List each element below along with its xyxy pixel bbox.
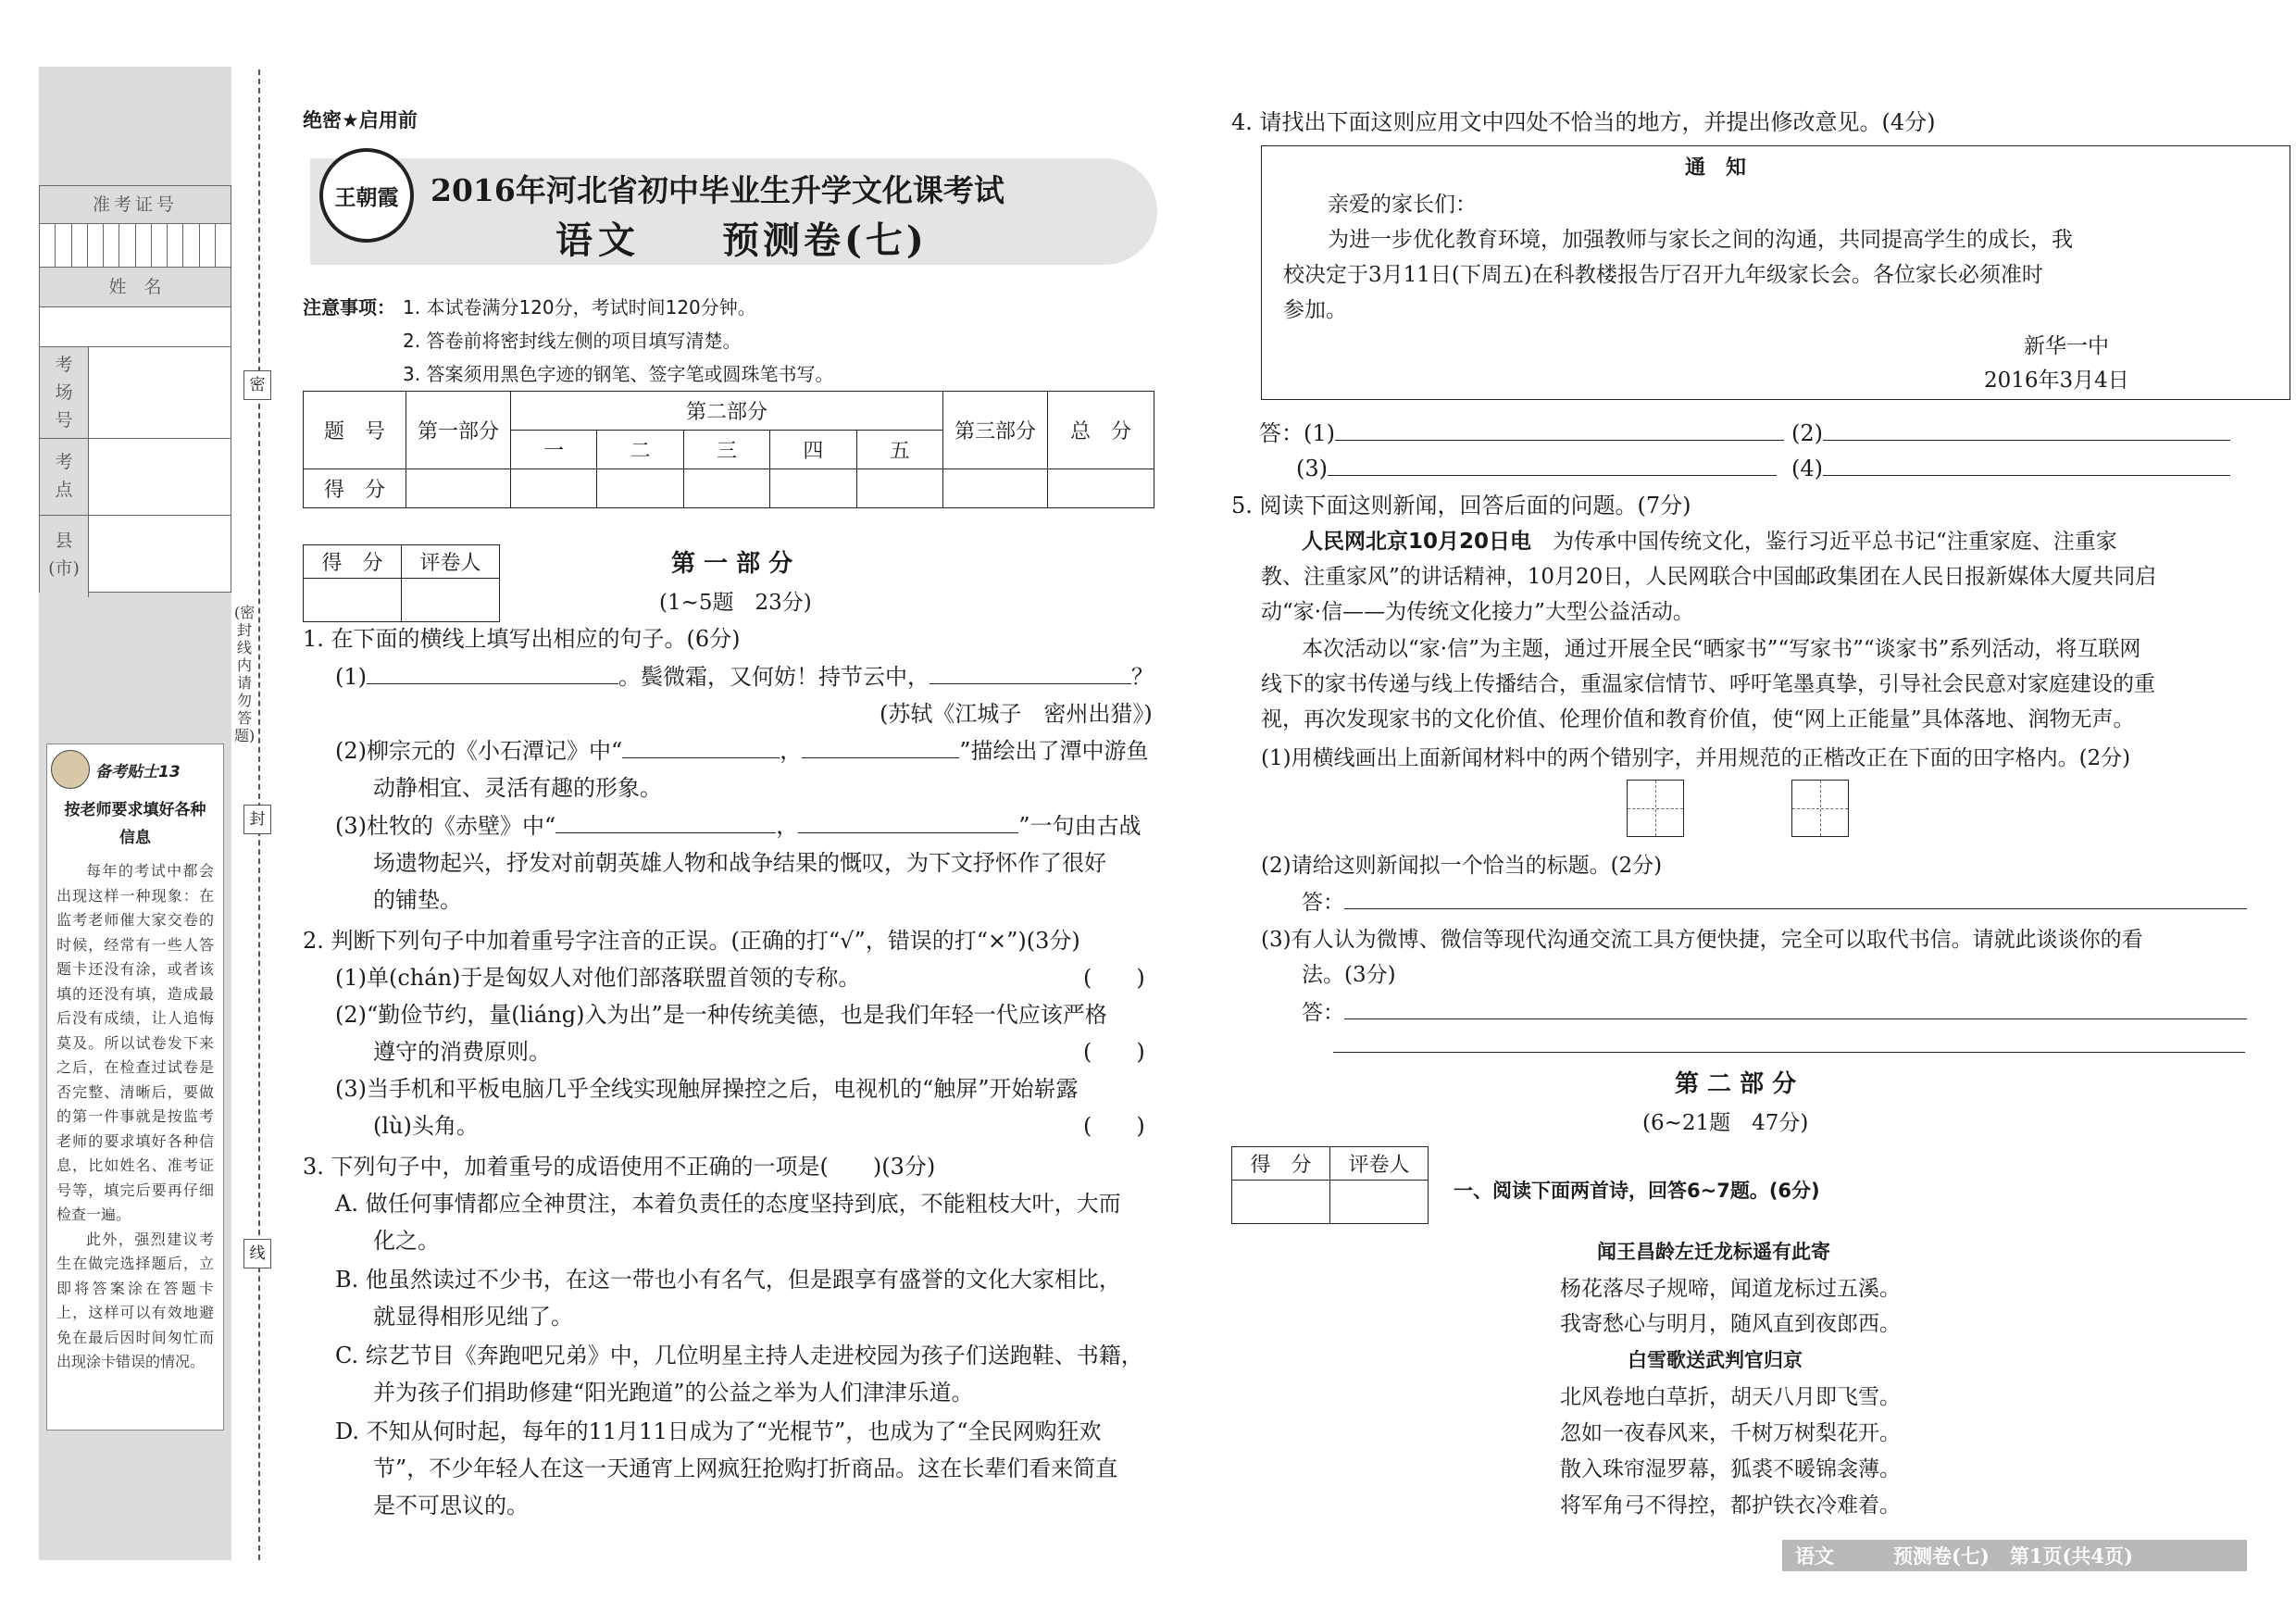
note-2: 2. 答卷前将密封线左侧的项目填写清楚。	[403, 330, 742, 352]
q4-answer-1: 答：(1)	[1259, 415, 1784, 452]
name-field[interactable]	[40, 306, 231, 346]
notice-greeting: 亲爱的家长们：	[1328, 193, 1477, 217]
q3-option-a-cont: 化之。	[373, 1228, 440, 1254]
part2-section-1: 一、阅读下面两首诗，回答6~7题。(6分)	[1454, 1180, 1820, 1202]
poem-1-line-2: 我寄愁心与明月，随风直到夜郎西。	[1560, 1312, 1901, 1336]
part2-sub-3: 三	[683, 431, 769, 469]
q3-option-c: C. 综艺节目《奔跑吧兄弟》中，几位明星主持人走进校园为孩子们送跑鞋、书籍，	[335, 1343, 1143, 1368]
q3-stem: 3. 下列句子中，加着重号的成语使用不正确的一项是( )(3分)	[303, 1154, 936, 1180]
exam-room-field[interactable]	[89, 347, 231, 438]
grader-name-cell[interactable]	[402, 579, 500, 622]
q2-stem: 2. 判断下列句子中加着重号字注音的正误。(正确的打“√”，错误的打“×”)(3分)	[303, 928, 1080, 954]
tips-badge: 备考贴士13	[47, 744, 223, 794]
q4-answer-3: (3)	[1296, 450, 1777, 487]
q3-option-a: A. 做任何事情都应全神贯注，本着负责任的态度坚持到底，不能粗枝大叶，大而	[335, 1191, 1121, 1217]
part2-title: 第 二 部 分	[1675, 1070, 1797, 1098]
news-para-1-l3: 动“家·信——为传统文化接力”大型公益活动。	[1261, 600, 1694, 624]
q2-item3: (3)当手机和平板电脑几乎全线实现触屏操控之后，电视机的“触屏”开始崭露	[335, 1076, 1079, 1102]
q5-sub2: (2)请给这则新闻拟一个恰当的标题。(2分)	[1261, 854, 1663, 878]
seal-char-mi: 密	[243, 370, 271, 400]
q1-blank-2[interactable]	[930, 659, 1131, 684]
grader-score-label: 得 分	[304, 545, 402, 579]
q5-sub3: (3)有人认为微博、微信等现代沟通交流工具方便快捷，完全可以取代书信。请就此谈谈你的看	[1261, 928, 2143, 952]
part2-sub-2: 二	[597, 431, 683, 469]
grader-score-label: 得 分	[1232, 1147, 1330, 1181]
grader-box-part2	[1231, 1146, 1429, 1224]
poem-2-line-2: 忽如一夜春风来，千树万树梨花开。	[1560, 1421, 1901, 1445]
news-para-2: 本次活动以“家·信”为主题，通过开展全民“晒家书”“写家书”“谈家书”系列活动，将互联网	[1302, 637, 2141, 661]
exam-site-label: 考 点	[40, 439, 89, 515]
notice-title: 通 知	[1685, 156, 1747, 180]
q3-option-d: D. 不知从何时起，每年的11月11日成为了“光棍节”，也成为了“全民网购狂欢	[335, 1418, 1102, 1444]
q4-answer-line-4[interactable]	[1823, 451, 2230, 476]
q1-sub1: (1) 。鬓微霜，又何妨！持节云中， ？	[335, 658, 1154, 695]
poem-2-line-1: 北风卷地白草折，胡天八月即飞雪。	[1560, 1385, 1901, 1409]
exam-title: 2016年河北省初中毕业生升学文化课考试	[430, 172, 1004, 208]
candidate-info-box	[39, 185, 231, 593]
news-para-2-l2: 线下的家书传递与线上传播结合，重温家信情节、呼吁笔墨真挚，引导社会民意对家庭建设的重	[1261, 672, 2155, 696]
seal-note: (密封线内请勿答题)	[234, 604, 256, 744]
tips-body-2: 此外，强烈建议考生在做完选择题后，立即将答案涂在答题卡上，这样可以有效地避免在最后因时间匆忙而出现涂卡错误的情况。	[56, 1230, 214, 1370]
poem-2-title: 白雪歌送武判官归京	[1628, 1349, 1803, 1371]
news-lead: 人民网北京10月20日电	[1302, 530, 1532, 554]
part3-header: 第三部分	[943, 392, 1048, 469]
grader-box-part1	[303, 544, 500, 622]
notice-body-1: 为进一步优化教育环境，加强教师与家长之间的沟通，共同提高学生的成长，我	[1328, 228, 2073, 252]
score-cell[interactable]	[406, 469, 511, 508]
q5-sub2-answer: 答：	[1302, 884, 2247, 920]
q1-stem: 1. 在下面的横线上填写出相应的句子。(6分)	[303, 626, 741, 652]
tips-card	[46, 744, 224, 1431]
page-footer	[1782, 1540, 2247, 1571]
q1-sub3-cont1: 场遗物起兴，抒发对前朝英雄人物和战争结果的慨叹，为下文抒怀作了很好	[373, 850, 1106, 876]
q3-option-d-cont1: 节”，不少年轻人在这一天通宵上网疯狂抢购打折商品。这在长辈们看来简直	[373, 1456, 1118, 1481]
tianzi-grid-2[interactable]	[1791, 780, 1849, 837]
name-label: 姓 名	[40, 267, 231, 306]
grader-label: 评卷人	[1330, 1147, 1429, 1181]
grader-name-cell[interactable]	[1330, 1181, 1429, 1224]
q5-sub1: (1)用横线画出上面新闻材料中的两个错别字，并用规范的正楷改正在下面的田字格内。(2分)	[1261, 746, 2131, 770]
score-cell[interactable]	[856, 469, 942, 508]
part2-sub-1: 一	[511, 431, 597, 469]
notice-date: 2016年3月4日	[1984, 369, 2129, 393]
news-para-1-l2: 教、注重家风”的讲话精神，10月20日，人民网联合中国邮政集团在人民日报新媒体大厦共同启	[1261, 565, 2157, 589]
county-field[interactable]	[89, 516, 231, 597]
poem-2-line-4: 将军角弓不得控，都护铁衣冷难着。	[1560, 1493, 1901, 1518]
note-3: 3. 答案须用黑色字迹的钢笔、签字笔或圆珠笔书写。	[403, 363, 834, 385]
score-row-label: 得 分	[304, 469, 406, 508]
q1-blank-6[interactable]	[798, 808, 1018, 833]
q1-sub2: (2)柳宗元的《小石潭记》中“ ， ”描绘出了潭中游鱼	[335, 732, 1149, 769]
seal-char-xian: 线	[243, 1239, 271, 1268]
logo-text: 王朝霞	[334, 184, 399, 210]
grader-label: 评卷人	[402, 545, 500, 579]
scholar-icon	[51, 750, 90, 789]
footer-page: 第1页(共4页)	[2009, 1544, 2133, 1568]
q2-item3-cont: (lù)头角。	[373, 1113, 479, 1139]
part2-range: (6~21题 47分)	[1642, 1111, 1809, 1135]
q2-item2: (2)“勤俭节约，量(liáng)入为出”是一种传统美德，也是我们年轻一代应该严格	[335, 1002, 1107, 1028]
score-table	[303, 391, 1154, 508]
q3-option-d-cont2: 是不可思议的。	[373, 1493, 529, 1518]
total-header: 总 分	[1048, 392, 1154, 469]
q5-sub3-answer-line-1[interactable]	[1344, 994, 2247, 1019]
q1-blank-1[interactable]	[367, 659, 618, 684]
q4-stem: 4. 请找出下面这则应用文中四处不恰当的地方，并提出修改意见。(4分)	[1231, 109, 1936, 135]
score-cell[interactable]	[1048, 469, 1154, 508]
q1-sub3: (3)杜牧的《赤壁》中“ ， ”一句由古战	[335, 807, 1142, 844]
score-cell[interactable]	[943, 469, 1048, 508]
exam-site-field[interactable]	[89, 439, 231, 515]
score-cell[interactable]	[511, 469, 597, 508]
publisher-logo	[319, 148, 414, 243]
q-no-header: 题 号	[304, 392, 406, 469]
score-cell[interactable]	[597, 469, 683, 508]
q2-paren-1[interactable]: ( )	[1083, 965, 1145, 991]
part2-sub-5: 五	[856, 431, 942, 469]
part1-range: (1~5题 23分)	[659, 591, 812, 615]
tips-title: 按老师要求填好各种信息	[64, 801, 206, 847]
q5-sub3-cont: 法。(3分)	[1302, 963, 1396, 987]
poem-1-title: 闻王昌龄左迁龙标遥有此寄	[1597, 1241, 1830, 1263]
q1-blank-3[interactable]	[622, 733, 780, 758]
admission-no-cells[interactable]	[40, 223, 231, 267]
q5-sub3-answer: 答：	[1302, 994, 2247, 1031]
q3-option-b-cont: 就显得相形见绌了。	[373, 1304, 573, 1330]
q5-sub3-answer-line-2[interactable]	[1333, 1052, 2245, 1053]
q5-stem: 5. 阅读下面这则新闻，回答后面的问题。(7分)	[1231, 493, 1691, 519]
q4-answer-line-3[interactable]	[1328, 451, 1777, 476]
q1-sub1-source: (苏轼《江城子 密州出猎》)	[880, 701, 1153, 727]
subject-title: 语文	[555, 219, 641, 262]
tianzi-grid-1[interactable]	[1627, 780, 1684, 837]
q5-sub2-answer-line[interactable]	[1344, 884, 2247, 909]
part1-header: 第一部分	[406, 392, 511, 469]
news-para-2-l3: 视，再次发现家书的文化价值、伦理价值和教育价值，使“网上正能量”具体落地、润物无声。	[1261, 707, 2135, 731]
q4-answer-line-2[interactable]	[1823, 416, 2230, 441]
q2-paren-2[interactable]: ( )	[1083, 1039, 1145, 1065]
grader-score-cell[interactable]	[1232, 1181, 1330, 1224]
q2-paren-3[interactable]: ( )	[1083, 1113, 1145, 1139]
poem-2-line-3: 散入珠帘湿罗幕，狐裘不暖锦衾薄。	[1560, 1457, 1901, 1481]
q3-option-c-cont: 并为孩子们捐助修建“阳光跑道”的公益之举为人们津津乐道。	[373, 1380, 974, 1406]
q1-sub2-cont: 动静相宜、灵活有趣的形象。	[373, 775, 662, 801]
notice-body-2: 校决定于3月11日(下周五)在科教楼报告厅召开九年级家长会。各位家长必须准时	[1283, 263, 2043, 287]
note-1: 1. 本试卷满分120分，考试时间120分钟。	[403, 296, 756, 319]
q1-blank-5[interactable]	[555, 808, 776, 833]
footer-subject: 语文	[1795, 1544, 1834, 1568]
secret-label: 绝密★启用前	[303, 109, 418, 131]
exam-room-label: 考 场 号	[40, 347, 89, 438]
footer-paper: 预测卷(七)	[1893, 1544, 1990, 1568]
tips-body: 每年的考试中都会出现这样一种现象：在监考老师催大家交卷的时候，经常有一些人答题卡还没有涂，或者该填的还没有填，造成最后没有成绩，让人追悔莫及。所以试卷发下来之后，在检查过试卷是否完整、清晰后，要做的第一件事就是按监考老师的要求填好各种信息，比如姓名、准考证号等，填完后要再仔细检查一遍。	[56, 862, 214, 1223]
q4-answer-4: (4)	[1791, 450, 2230, 487]
part2-sub-4: 四	[770, 431, 856, 469]
q3-option-b: B. 他虽然读过不少书，在这一带也小有名气，但是跟享有盛誉的文化大家相比，	[335, 1267, 1121, 1293]
score-cell[interactable]	[683, 469, 769, 508]
notice-sign: 新华一中	[2024, 334, 2109, 358]
news-para-1: 人民网北京10月20日电 为传承中国传统文化，鉴行习近平总书记“注重家庭、注重家	[1261, 524, 2117, 559]
paper-title: 预测卷(七)	[722, 219, 928, 262]
q4-answer-2: (2)	[1791, 415, 2230, 452]
poem-1-line-1: 杨花落尽子规啼，闻道龙标过五溪。	[1560, 1277, 1901, 1301]
q2-item1: (1)单(chán)于是匈奴人对他们部落联盟首领的专称。	[335, 965, 861, 991]
q1-sub3-cont2: 的铺垫。	[373, 887, 462, 913]
county-label: 县 (市)	[40, 516, 89, 597]
seal-char-feng: 封	[243, 805, 271, 834]
q4-answer-line-1[interactable]	[1335, 416, 1784, 441]
score-cell[interactable]	[770, 469, 856, 508]
admission-no-label: 准考证号	[40, 186, 231, 223]
q2-item2-cont: 遵守的消费原则。	[373, 1039, 551, 1065]
notes-label: 注意事项：	[303, 296, 395, 319]
grader-score-cell[interactable]	[304, 579, 402, 622]
q1-blank-4[interactable]	[802, 733, 959, 758]
notice-body-3: 参加。	[1283, 298, 1347, 322]
part2-header: 第二部分	[511, 392, 943, 431]
part1-title: 第 一 部 分	[671, 550, 793, 578]
